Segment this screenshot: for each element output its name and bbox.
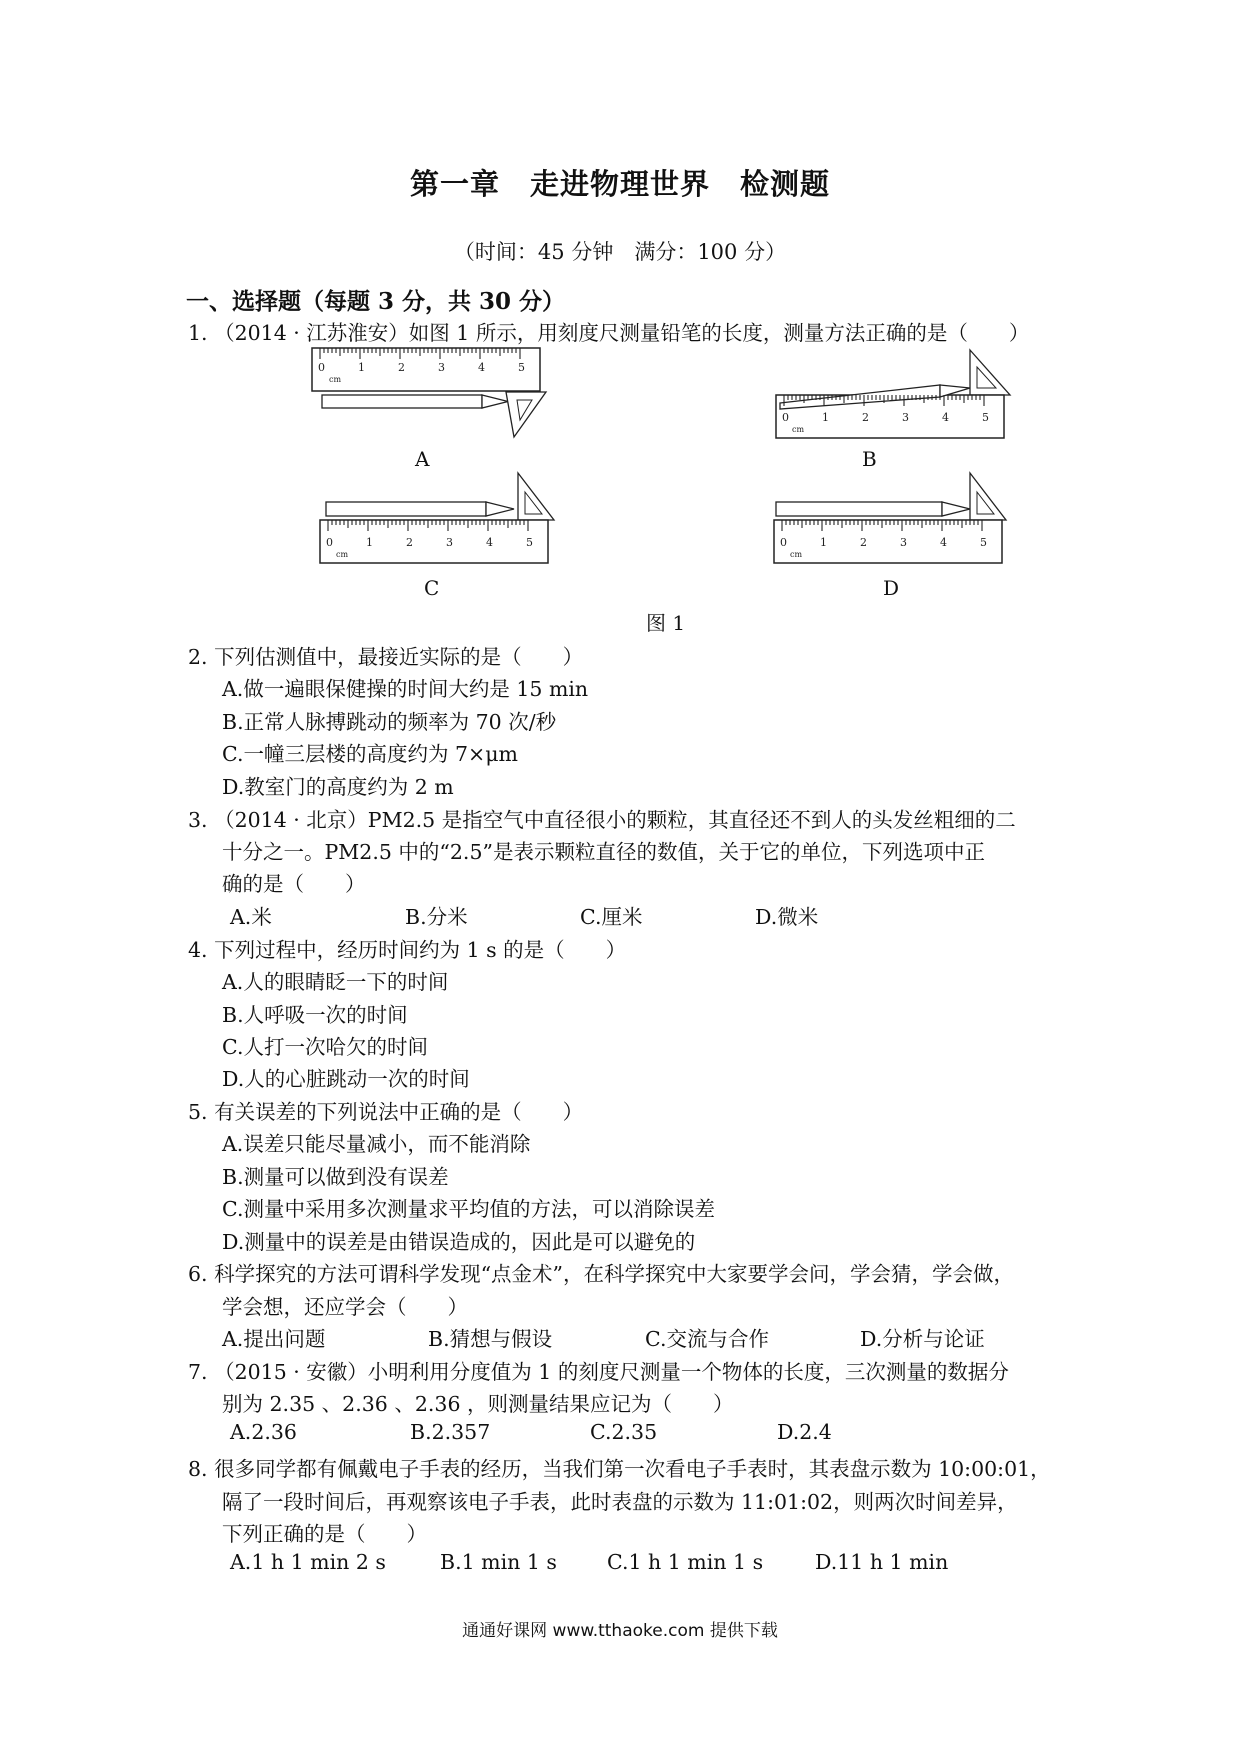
- figure-d-diagram: [770, 470, 1010, 570]
- question-5-option-d: D.测量中的误差是由错误造成的，因此是可以避免的: [222, 1230, 696, 1254]
- svg-text:0: 0: [782, 411, 789, 424]
- svg-text:1: 1: [366, 536, 373, 549]
- section-heading: 一、选择题（每题 3 分，共 30 分）: [186, 288, 566, 315]
- question-5-option-b: B.测量可以做到没有误差: [222, 1165, 449, 1189]
- svg-text:0: 0: [318, 361, 325, 374]
- figure-label-c: C: [424, 576, 440, 600]
- figure-b-diagram: [770, 345, 1020, 445]
- question-6-text-line-2: 学会想，还应学会（ ）: [222, 1295, 468, 1319]
- svg-text:0: 0: [326, 536, 333, 549]
- question-4-text: 4. 下列过程中，经历时间约为 1 s 的是（ ）: [188, 938, 627, 962]
- svg-text:1: 1: [358, 361, 365, 374]
- svg-text:5: 5: [982, 411, 989, 424]
- svg-text:3: 3: [902, 411, 909, 424]
- svg-text:3: 3: [900, 536, 907, 549]
- question-2-text: 2. 下列估测值中，最接近实际的是（ ）: [188, 645, 584, 669]
- figure-c-diagram: [318, 470, 558, 570]
- svg-text:3: 3: [438, 361, 445, 374]
- question-7-option-d: D.2.4: [777, 1420, 832, 1444]
- question-8-option-c: C.1 h 1 min 1 s: [607, 1550, 764, 1574]
- svg-text:1: 1: [820, 536, 827, 549]
- question-8-text-line-2: 隔了一段时间后，再观察该电子手表，此时表盘的示数为 11:01:02，则两次时间差异，: [222, 1490, 1018, 1514]
- question-6-text-line-1: 6. 科学探究的方法可谓科学发现“点金术”，在科学探究中大家要学会问，学会猜，学会做，: [188, 1262, 1015, 1286]
- svg-text:4: 4: [478, 361, 485, 374]
- question-6-option-d: D.分析与论证: [860, 1327, 985, 1351]
- question-7-option-a: A.2.36: [230, 1420, 297, 1444]
- page-footer: 通通好课网 www.tthaoke.com 提供下载: [462, 1621, 778, 1641]
- figure-label-b: B: [862, 447, 877, 471]
- question-6-option-a: A.提出问题: [222, 1327, 326, 1351]
- svg-text:2: 2: [862, 411, 869, 424]
- svg-text:2: 2: [860, 536, 867, 549]
- question-2-option-d: D.教室门的高度约为 2 m: [222, 775, 454, 799]
- question-4-option-d: D.人的心脏跳动一次的时间: [222, 1067, 470, 1091]
- svg-text:5: 5: [518, 361, 525, 374]
- svg-text:2: 2: [406, 536, 413, 549]
- question-3-option-b: B.分米: [405, 905, 468, 929]
- question-8-text-line-1: 8. 很多同学都有佩戴电子手表的经历，当我们第一次看电子手表时，其表盘示数为 10:00:01，: [188, 1457, 1051, 1481]
- question-3-text-line-1: 3. （2014 · 北京）PM2.5 是指空气中直径很小的颗粒，其直径还不到人的头发丝粗细的二: [188, 808, 1016, 832]
- figure-label-a: A: [415, 447, 430, 471]
- svg-text:5: 5: [980, 536, 987, 549]
- question-5-option-c: C.测量中采用多次测量求平均值的方法，可以消除误差: [222, 1197, 715, 1221]
- question-2-option-c: C.一幢三层楼的高度约为 7×μm: [222, 742, 518, 766]
- svg-text:4: 4: [486, 536, 493, 549]
- question-7-text-line-2: 别为 2.35 、2.36 、2.36 ，则测量结果应记为（ ）: [222, 1392, 734, 1416]
- question-3-option-d: D.微米: [755, 905, 819, 929]
- svg-text:0: 0: [780, 536, 787, 549]
- question-4-option-a: A.人的眼睛眨一下的时间: [222, 970, 449, 994]
- figure-caption: 图 1: [646, 611, 686, 635]
- page-subtitle: （时间：45 分钟 满分：100 分）: [453, 240, 787, 264]
- question-8-option-d: D.11 h 1 min: [815, 1550, 949, 1574]
- question-8-text-line-3: 下列正确的是（ ）: [222, 1522, 427, 1546]
- svg-text:3: 3: [446, 536, 453, 549]
- svg-text:cm: cm: [336, 550, 349, 559]
- question-2-option-a: A.做一遍眼保健操的时间大约是 15 min: [222, 677, 589, 701]
- svg-text:cm: cm: [790, 550, 803, 559]
- question-2-option-b: B.正常人脉搏跳动的频率为 70 次/秒: [222, 710, 557, 734]
- question-7-option-b: B.2.357: [410, 1420, 491, 1444]
- svg-text:2: 2: [398, 361, 405, 374]
- figure-a-diagram: [310, 340, 550, 440]
- svg-text:4: 4: [942, 411, 949, 424]
- question-3-option-a: A.米: [230, 905, 272, 929]
- svg-text:cm: cm: [792, 425, 805, 434]
- question-6-option-b: B.猜想与假设: [428, 1327, 553, 1351]
- svg-text:5: 5: [526, 536, 533, 549]
- question-3-text-line-2: 十分之一。PM2.5 中的“2.5”是表示颗粒直径的数值，关于它的单位，下列选项中正: [222, 840, 985, 864]
- svg-text:1: 1: [822, 411, 829, 424]
- figure-label-d: D: [883, 576, 900, 600]
- question-7-option-c: C.2.35: [590, 1420, 658, 1444]
- question-1-text: 1. （2014 · 江苏淮安）如图 1 所示，用刻度尺测量铅笔的长度，测量方法正确的是（ ）: [188, 321, 1030, 345]
- question-8-option-a: A.1 h 1 min 2 s: [230, 1550, 386, 1574]
- question-4-option-c: C.人打一次哈欠的时间: [222, 1035, 428, 1059]
- question-3-text-line-3: 确的是（ ）: [222, 872, 366, 896]
- question-8-option-b: B.1 min 1 s: [440, 1550, 557, 1574]
- svg-text:4: 4: [940, 536, 947, 549]
- question-4-option-b: B.人呼吸一次的时间: [222, 1003, 408, 1027]
- question-7-text-line-1: 7. （2015 · 安徽）小明利用分度值为 1 的刻度尺测量一个物体的长度，三次测量的数据分: [188, 1360, 1009, 1384]
- question-3-option-c: C.厘米: [580, 905, 643, 929]
- page-title: 第一章 走进物理世界 检测题: [409, 167, 830, 201]
- question-6-option-c: C.交流与合作: [645, 1327, 769, 1351]
- question-5-option-a: A.误差只能尽量减小，而不能消除: [222, 1132, 531, 1156]
- question-5-text: 5. 有关误差的下列说法中正确的是（ ）: [188, 1100, 584, 1124]
- svg-text:cm: cm: [329, 375, 342, 384]
